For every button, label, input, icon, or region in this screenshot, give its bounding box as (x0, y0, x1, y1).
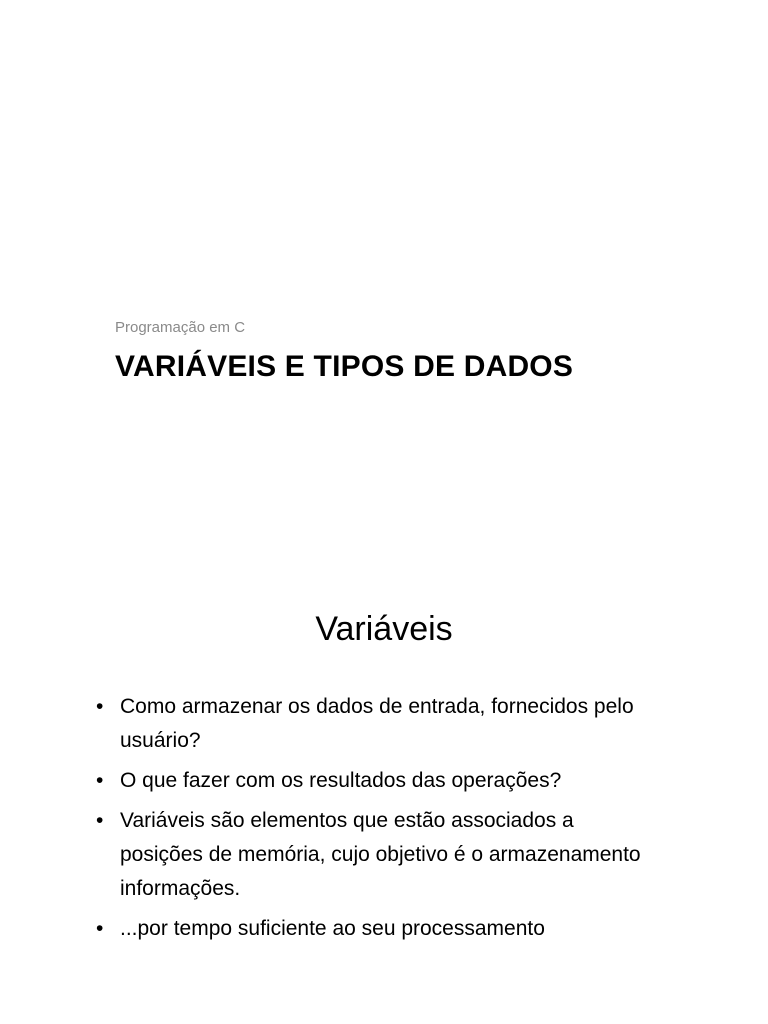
bullet-item (96, 912, 656, 946)
slide-title: Variáveis (315, 610, 453, 648)
bullet-item (96, 690, 656, 758)
bullet-icon: • (96, 809, 104, 832)
slide-subtitle: Programação em C (115, 319, 246, 336)
bullet-text: ...por tempo suficiente ao seu processamento (120, 917, 545, 940)
slide-variaveis (0, 512, 768, 1024)
bullet-icon: • (96, 769, 104, 792)
bullet-icon: • (96, 917, 104, 940)
bullet-text: Variáveis são elementos que estão associados a posições de memória, cujo objetivo é o armazenamento informações. (120, 809, 641, 900)
bullet-icon: • (96, 695, 104, 718)
bullet-list (96, 690, 656, 952)
bullet-item (96, 804, 656, 906)
slide-heading: VARIÁVEIS E TIPOS DE DADOS (115, 350, 574, 383)
bullet-item (96, 764, 656, 798)
bullet-text: O que fazer com os resultados das operações? (120, 769, 562, 792)
bullet-text: Como armazenar os dados de entrada, fornecidos pelo usuário? (120, 695, 634, 752)
